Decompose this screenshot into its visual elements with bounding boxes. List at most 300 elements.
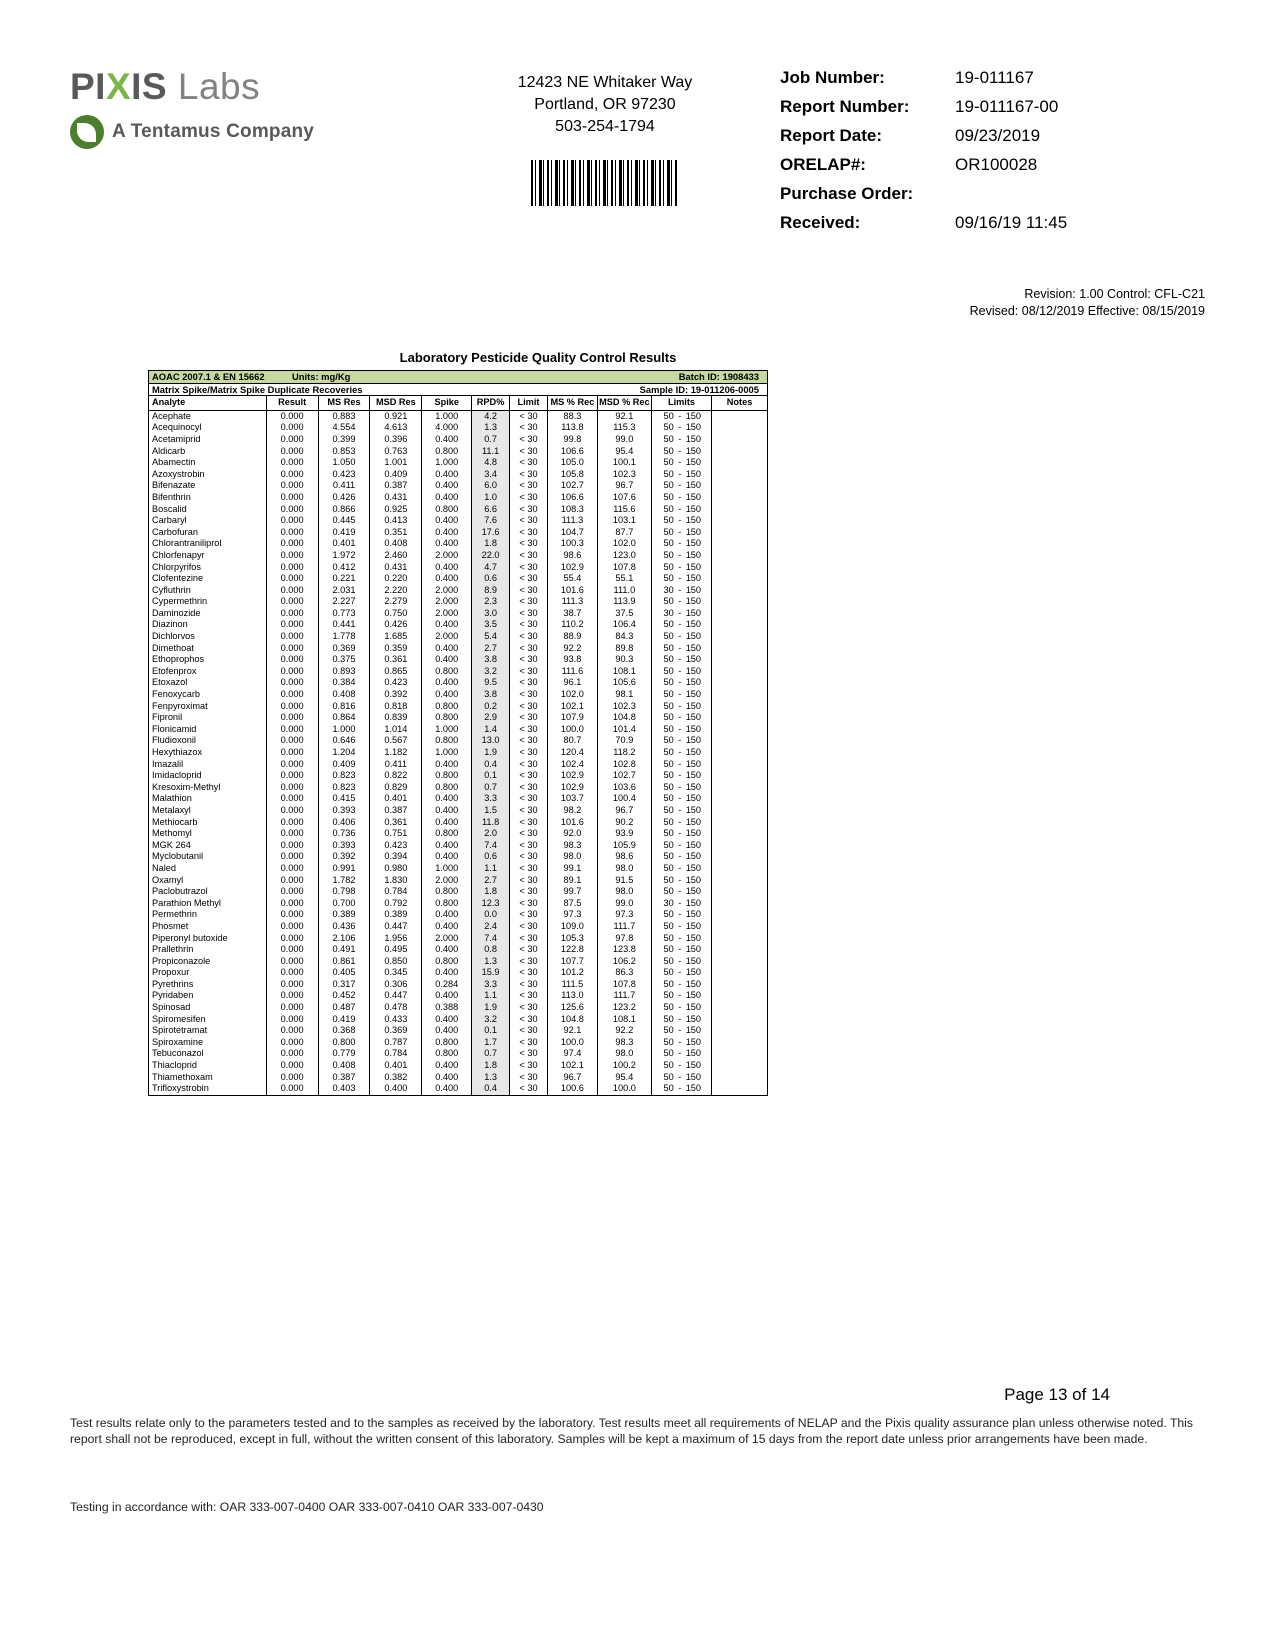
cell-limit: < 30 (510, 562, 548, 574)
table-row (149, 666, 768, 678)
cell-limit: < 30 (510, 677, 548, 689)
table-row (149, 1083, 768, 1095)
cell-ms-rec: 88.9 (547, 631, 597, 643)
cell-limit-low: 50 (651, 990, 673, 1002)
cell-notes (712, 724, 768, 736)
cell-limit-high: 150 (686, 759, 712, 771)
cell-msd-rec: 90.2 (597, 817, 651, 829)
cell-analyte: Acephate (149, 410, 267, 422)
table-row (149, 492, 768, 504)
table-row (149, 840, 768, 852)
cell-ms-res: 0.441 (318, 619, 370, 631)
cell-result: 0.000 (266, 596, 318, 608)
cell-rpd: 2.4 (472, 921, 510, 933)
cell-limit-high: 150 (686, 596, 712, 608)
cell-analyte: Thiamethoxam (149, 1072, 267, 1084)
cell-analyte: Ethoprophos (149, 654, 267, 666)
cell-msd-res: 0.787 (370, 1037, 422, 1049)
cell-analyte: Malathion (149, 793, 267, 805)
cell-result: 0.000 (266, 921, 318, 933)
cell-result: 0.000 (266, 504, 318, 516)
cell-ms-res: 0.823 (318, 782, 370, 794)
cell-spike: 2.000 (422, 596, 472, 608)
cell-analyte: Carbofuran (149, 527, 267, 539)
cell-result: 0.000 (266, 1048, 318, 1060)
logo-wordmark (70, 68, 370, 105)
cell-limit-dash: - (678, 445, 682, 456)
cell-notes (712, 875, 768, 887)
page-number: Page 13 of 14 (1004, 1385, 1110, 1404)
cell-analyte: Prallethrin (149, 944, 267, 956)
cell-limit-high: 150 (686, 562, 712, 574)
table-row (149, 1025, 768, 1037)
cell-ms-rec: 98.6 (547, 550, 597, 562)
cell-msd-res: 0.850 (370, 956, 422, 968)
cell-spike: 0.400 (422, 538, 472, 550)
cell-ms-res: 0.991 (318, 863, 370, 875)
header-msd-rec: MSD % Rec (597, 396, 651, 411)
meta-label-orelap: ORELAP#: (780, 155, 866, 174)
header-ms-res: MS Res (318, 396, 370, 411)
cell-ms-rec: 96.7 (547, 1072, 597, 1084)
address-phone: 503-254-1794 (555, 118, 655, 135)
table-row (149, 643, 768, 655)
cell-result: 0.000 (266, 619, 318, 631)
cell-limit-low: 50 (651, 631, 673, 643)
cell-msd-res: 2.279 (370, 596, 422, 608)
cell-limit: < 30 (510, 979, 548, 991)
cell-notes (712, 956, 768, 968)
cell-spike: 0.400 (422, 793, 472, 805)
table-row (149, 933, 768, 945)
meta-label-job-number: Job Number: (780, 68, 885, 87)
cell-rpd: 0.6 (472, 573, 510, 585)
cell-limit-dash: - (678, 816, 682, 827)
cell-ms-rec: 113.0 (547, 990, 597, 1002)
cell-limit-dash: - (678, 955, 682, 966)
cell-analyte: Spiromesifen (149, 1014, 267, 1026)
cell-analyte: Cypermethrin (149, 596, 267, 608)
cell-limit-low: 50 (651, 1002, 673, 1014)
cell-spike: 0.400 (422, 1083, 472, 1095)
cell-limit: < 30 (510, 805, 548, 817)
barcode (531, 160, 679, 206)
cell-limit-dash: - (678, 747, 682, 757)
cell-msd-rec: 123.0 (597, 550, 651, 562)
cell-limit-dash: - (678, 642, 682, 653)
cell-ms-res: 0.393 (318, 805, 370, 817)
cell-limit-low: 50 (651, 909, 673, 921)
cell-ms-rec: 101.2 (547, 967, 597, 979)
cell-limit-dash: - (678, 920, 682, 931)
table-row (149, 944, 768, 956)
cell-rpd: 1.9 (472, 1002, 510, 1014)
meta-label-report-date: Report Date: (780, 126, 883, 145)
logo-pi: PI (70, 66, 106, 107)
cell-ms-res: 0.798 (318, 886, 370, 898)
cell-ms-res: 0.883 (318, 410, 370, 422)
cell-result: 0.000 (266, 1037, 318, 1049)
cell-limit-low: 50 (651, 712, 673, 724)
cell-limit-high: 150 (686, 979, 712, 991)
cell-limit: < 30 (510, 515, 548, 527)
cell-analyte: Bifenazate (149, 480, 267, 492)
cell-limit-high: 150 (686, 1037, 712, 1049)
cell-msd-rec: 97.3 (597, 909, 651, 921)
cell-msd-res: 4.613 (370, 422, 422, 434)
cell-msd-res: 1.956 (370, 933, 422, 945)
cell-result: 0.000 (266, 585, 318, 597)
cell-notes (712, 422, 768, 434)
cell-limit: < 30 (510, 550, 548, 562)
cell-msd-rec: 100.2 (597, 1060, 651, 1072)
cell-limit-dash: - (678, 561, 682, 572)
cell-analyte: Spirotetramat (149, 1025, 267, 1037)
cell-msd-res: 0.750 (370, 608, 422, 620)
cell-notes (712, 1037, 768, 1049)
cell-limit-dash: - (678, 1036, 682, 1047)
cell-ms-res: 0.415 (318, 793, 370, 805)
cell-analyte: Pyridaben (149, 990, 267, 1002)
cell-analyte: Fenpyroximat (149, 701, 267, 713)
cell-limit-low: 50 (651, 979, 673, 991)
cell-ms-res: 0.399 (318, 434, 370, 446)
cell-analyte: Chlorfenapyr (149, 550, 267, 562)
cell-result: 0.000 (266, 689, 318, 701)
cell-spike: 0.400 (422, 921, 472, 933)
cell-analyte: Boscalid (149, 504, 267, 516)
table-row (149, 1060, 768, 1072)
cell-ms-res: 0.387 (318, 1072, 370, 1084)
cell-limit-high: 150 (686, 492, 712, 504)
cell-limit-low: 50 (651, 701, 673, 713)
cell-limit: < 30 (510, 840, 548, 852)
cell-limit: < 30 (510, 1048, 548, 1060)
cell-notes (712, 782, 768, 794)
cell-limit-dash: - (678, 712, 682, 723)
cell-limit-high: 150 (686, 921, 712, 933)
cell-limit: < 30 (510, 492, 548, 504)
cell-notes (712, 631, 768, 643)
header-rpd: RPD% (472, 396, 510, 411)
cell-limit: < 30 (510, 538, 548, 550)
cell-msd-rec: 108.1 (597, 1014, 651, 1026)
cell-ms-res: 0.393 (318, 840, 370, 852)
cell-notes (712, 1025, 768, 1037)
band-recovery-type: Matrix Spike/Matrix Spike Duplicate Recoveries (152, 383, 363, 395)
cell-msd-rec: 104.8 (597, 712, 651, 724)
cell-msd-rec: 111.7 (597, 990, 651, 1002)
cell-limit-dash: - (678, 1060, 682, 1071)
cell-notes (712, 643, 768, 655)
cell-msd-rec: 103.6 (597, 782, 651, 794)
cell-msd-rec: 111.7 (597, 921, 651, 933)
cell-limit-high: 150 (686, 434, 712, 446)
cell-notes (712, 1014, 768, 1026)
cell-limit-dash: - (678, 503, 682, 514)
cell-rpd: 0.6 (472, 851, 510, 863)
cell-ms-rec: 110.2 (547, 619, 597, 631)
cell-spike: 0.400 (422, 677, 472, 689)
cell-result: 0.000 (266, 770, 318, 782)
cell-result: 0.000 (266, 1014, 318, 1026)
cell-msd-rec: 107.6 (597, 492, 651, 504)
cell-msd-res: 0.423 (370, 840, 422, 852)
cell-limit: < 30 (510, 724, 548, 736)
cell-limit-high: 150 (686, 944, 712, 956)
cell-notes (712, 527, 768, 539)
table-row (149, 677, 768, 689)
cell-ms-rec: 98.2 (547, 805, 597, 817)
cell-limit-high: 150 (686, 898, 712, 910)
cell-ms-res: 0.419 (318, 1014, 370, 1026)
cell-notes (712, 944, 768, 956)
logo-tagline: A Tentamus Company (112, 121, 315, 142)
cell-limit-dash: - (678, 758, 682, 769)
disclaimer-text: Test results relate only to the parameters tested and to the samples as received by the laboratory. Test results meet all requirements of NELAP and the Pixis quality assurance plan unless otherwise noted. This report shall not be reproduced, except in full, without the written consent of this laboratory. Samples will be kept a maximum of 15 days from the report date unless prior arrangements have been made. (70, 1416, 1193, 1446)
cell-ms-rec: 102.9 (547, 562, 597, 574)
cell-notes (712, 492, 768, 504)
cell-ms-rec: 105.3 (547, 933, 597, 945)
cell-msd-rec: 70.9 (597, 735, 651, 747)
cell-ms-rec: 99.8 (547, 434, 597, 446)
cell-rpd: 8.9 (472, 585, 510, 597)
cell-msd-res: 0.423 (370, 677, 422, 689)
table-row (149, 701, 768, 713)
cell-ms-rec: 98.0 (547, 851, 597, 863)
cell-rpd: 0.1 (472, 1025, 510, 1037)
cell-limit-dash: - (678, 967, 682, 978)
cell-msd-res: 0.818 (370, 701, 422, 713)
cell-limit: < 30 (510, 422, 548, 434)
cell-spike: 0.800 (422, 956, 472, 968)
cell-notes (712, 817, 768, 829)
cell-analyte: Cyfluthrin (149, 585, 267, 597)
cell-notes (712, 967, 768, 979)
cell-limit-low: 50 (651, 851, 673, 863)
cell-result: 0.000 (266, 446, 318, 458)
cell-limit-high: 150 (686, 677, 712, 689)
cell-ms-rec: 88.3 (547, 410, 597, 422)
cell-limit: < 30 (510, 631, 548, 643)
cell-ms-res: 0.864 (318, 712, 370, 724)
cell-result: 0.000 (266, 956, 318, 968)
cell-ms-rec: 111.5 (547, 979, 597, 991)
cell-limit-high: 150 (686, 782, 712, 794)
table-row (149, 851, 768, 863)
cell-ms-res: 0.426 (318, 492, 370, 504)
cell-spike: 2.000 (422, 550, 472, 562)
cell-limit-high: 150 (686, 631, 712, 643)
table-row (149, 504, 768, 516)
cell-limit-high: 150 (686, 608, 712, 620)
cell-msd-res: 0.829 (370, 782, 422, 794)
cell-analyte: Methomyl (149, 828, 267, 840)
cell-analyte: Carbaryl (149, 515, 267, 527)
table-row (149, 1002, 768, 1014)
cell-analyte: Daminozide (149, 608, 267, 620)
cell-spike: 0.400 (422, 759, 472, 771)
cell-notes (712, 851, 768, 863)
cell-spike: 0.800 (422, 666, 472, 678)
cell-msd-res: 0.925 (370, 504, 422, 516)
meta-row-received (780, 213, 1210, 233)
cell-spike: 2.000 (422, 631, 472, 643)
cell-result: 0.000 (266, 1072, 318, 1084)
cell-msd-res: 0.345 (370, 967, 422, 979)
cell-limit: < 30 (510, 654, 548, 666)
cell-ms-res: 0.816 (318, 701, 370, 713)
cell-rpd: 6.6 (472, 504, 510, 516)
cell-ms-res: 0.368 (318, 1025, 370, 1037)
cell-notes (712, 712, 768, 724)
cell-rpd: 1.8 (472, 886, 510, 898)
cell-msd-rec: 98.0 (597, 886, 651, 898)
cell-spike: 0.800 (422, 1048, 472, 1060)
meta-label-purchase-order: Purchase Order: (780, 184, 914, 203)
cell-limit-low: 50 (651, 1083, 673, 1095)
cell-ms-rec: 102.9 (547, 782, 597, 794)
cell-ms-res: 0.405 (318, 967, 370, 979)
cell-limit-low: 50 (651, 782, 673, 794)
cell-analyte: MGK 264 (149, 840, 267, 852)
cell-msd-res: 0.361 (370, 654, 422, 666)
cell-analyte: Metalaxyl (149, 805, 267, 817)
cell-ms-rec: 113.8 (547, 422, 597, 434)
cell-limit-low: 50 (651, 446, 673, 458)
cell-limit-low: 50 (651, 596, 673, 608)
cell-result: 0.000 (266, 701, 318, 713)
cell-msd-rec: 107.8 (597, 979, 651, 991)
cell-ms-res: 0.853 (318, 446, 370, 458)
cell-limit-dash: - (678, 944, 682, 955)
meta-row-report-date (780, 126, 1210, 146)
cell-analyte: Phosmet (149, 921, 267, 933)
cell-msd-rec: 98.1 (597, 689, 651, 701)
cell-result: 0.000 (266, 828, 318, 840)
cell-limit-dash: - (678, 410, 682, 421)
cell-ms-res: 0.436 (318, 921, 370, 933)
table-row (149, 434, 768, 446)
logo-x: X (105, 66, 132, 107)
cell-limit-dash: - (678, 457, 682, 468)
table-row (149, 654, 768, 666)
meta-row-job-number (780, 68, 1210, 88)
cell-spike: 1.000 (422, 747, 472, 759)
cell-msd-rec: 105.9 (597, 840, 651, 852)
cell-ms-rec: 107.7 (547, 956, 597, 968)
cell-limit-dash: - (678, 491, 682, 502)
cell-rpd: 7.4 (472, 933, 510, 945)
cell-ms-res: 2.031 (318, 585, 370, 597)
cell-notes (712, 759, 768, 771)
cell-spike: 0.400 (422, 967, 472, 979)
cell-limit: < 30 (510, 573, 548, 585)
cell-msd-res: 0.426 (370, 619, 422, 631)
cell-result: 0.000 (266, 538, 318, 550)
cell-limit-low: 50 (651, 422, 673, 434)
cell-limit-dash: - (678, 573, 682, 584)
cell-rpd: 3.8 (472, 654, 510, 666)
cell-ms-rec: 105.8 (547, 469, 597, 481)
cell-spike: 0.400 (422, 1072, 472, 1084)
cell-spike: 0.800 (422, 1037, 472, 1049)
cell-result: 0.000 (266, 990, 318, 1002)
cell-ms-rec: 107.9 (547, 712, 597, 724)
cell-spike: 0.400 (422, 851, 472, 863)
cell-rpd: 4.8 (472, 457, 510, 469)
cell-analyte: Spiroxamine (149, 1037, 267, 1049)
cell-limit-low: 50 (651, 457, 673, 469)
cell-rpd: 0.8 (472, 944, 510, 956)
cell-limit-low: 50 (651, 643, 673, 655)
cell-result: 0.000 (266, 562, 318, 574)
cell-limit-high: 150 (686, 863, 712, 875)
cell-msd-res: 0.351 (370, 527, 422, 539)
cell-result: 0.000 (266, 712, 318, 724)
cell-limit-high: 150 (686, 469, 712, 481)
cell-limit-dash: - (678, 723, 682, 734)
cell-limit-dash: - (678, 422, 682, 433)
cell-limit: < 30 (510, 608, 548, 620)
header-limit: Limit (510, 396, 548, 411)
band-units: Units: mg/Kg (292, 371, 351, 382)
cell-notes (712, 480, 768, 492)
cell-spike: 0.400 (422, 619, 472, 631)
cell-limit-high: 150 (686, 851, 712, 863)
cell-ms-res: 0.736 (318, 828, 370, 840)
report-header (70, 58, 1210, 248)
cell-rpd: 15.9 (472, 967, 510, 979)
cell-analyte: Kresoxim-Methyl (149, 782, 267, 794)
cell-msd-res: 0.447 (370, 990, 422, 1002)
cell-spike: 2.000 (422, 875, 472, 887)
report-meta (780, 68, 1210, 242)
cell-msd-rec: 115.6 (597, 504, 651, 516)
cell-ms-res: 0.866 (318, 504, 370, 516)
cell-notes (712, 1048, 768, 1060)
cell-result: 0.000 (266, 805, 318, 817)
cell-ms-rec: 96.1 (547, 677, 597, 689)
cell-limit-low: 50 (651, 1072, 673, 1084)
cell-rpd: 13.0 (472, 735, 510, 747)
cell-rpd: 22.0 (472, 550, 510, 562)
table-row (149, 967, 768, 979)
cell-limit-low: 50 (651, 1025, 673, 1037)
cell-rpd: 4.2 (472, 410, 510, 422)
cell-analyte: Thiacloprid (149, 1060, 267, 1072)
table-row (149, 759, 768, 771)
cell-ms-res: 1.050 (318, 457, 370, 469)
cell-limit: < 30 (510, 863, 548, 875)
meta-row-purchase-order (780, 184, 1210, 204)
cell-ms-rec: 100.0 (547, 1037, 597, 1049)
cell-rpd: 1.7 (472, 1037, 510, 1049)
cell-msd-rec: 100.4 (597, 793, 651, 805)
cell-msd-res: 0.369 (370, 1025, 422, 1037)
cell-result: 0.000 (266, 631, 318, 643)
cell-notes (712, 550, 768, 562)
table-row (149, 689, 768, 701)
cell-ms-res: 0.408 (318, 689, 370, 701)
cell-ms-rec: 101.6 (547, 585, 597, 597)
cell-limit-low: 30 (651, 898, 673, 910)
cell-limit-dash: - (678, 932, 682, 943)
cell-limit-high: 150 (686, 689, 712, 701)
cell-msd-res: 0.382 (370, 1072, 422, 1084)
cell-result: 0.000 (266, 677, 318, 689)
cell-spike: 0.400 (422, 562, 472, 574)
